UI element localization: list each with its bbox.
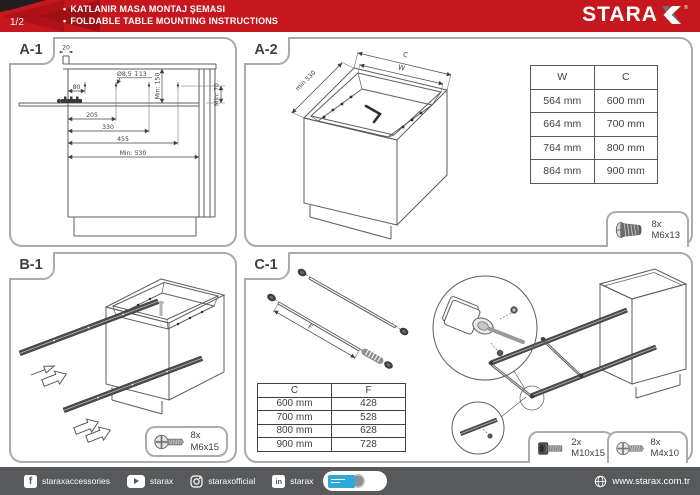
panel-b1 [9,252,237,463]
hardware-qty: 8x [651,218,662,230]
dim-outer-width: C [402,50,409,60]
width-size-table [530,65,658,184]
bullet-icon: • [63,15,67,26]
pivot-bracket-detail [57,97,82,104]
social-handle: starax [150,476,174,486]
social-linkedin [272,475,313,488]
panel-b1-label: B-1 [9,252,55,280]
social-instagram [190,475,255,488]
cross-rod [541,337,584,378]
social-handle: staraxofficial [208,476,256,486]
website-link [594,467,690,495]
dim-hole-3: 330 [102,124,114,132]
logo-text: STARA [582,3,658,26]
social-handle: starax [290,476,314,486]
table-row: 700 mm 528 [258,411,406,425]
panel-c1-label: C-1 [244,252,290,280]
threaded-connector [365,350,381,362]
euro-screw-icon [615,219,645,241]
col-header: W [531,66,595,90]
hardware-qty: 2x [571,436,582,448]
phillips-screw-icon [616,438,644,459]
hardware-qty: 8x [650,436,661,448]
a2-cabinet-drawing [248,43,528,245]
dim-top-thickness: 20 [62,44,70,52]
panel-a2 [244,37,693,247]
panel-c1 [244,252,693,463]
page-number: 1/2 [10,17,24,28]
telescopic-slide [63,356,203,413]
table-row: 664 mm 700 mm [531,113,658,137]
dim-min-height: Min: 150 [154,72,162,100]
a1-side-view-drawing [11,39,235,245]
dim-inner-width: W [397,63,406,73]
website-url: www.starax.com.tr [612,475,690,487]
telescopic-slide [530,345,657,398]
allen-key [366,106,380,122]
rod-fixing-detail [441,296,523,356]
footer-bar [0,467,700,495]
certificate-logo [328,475,355,488]
dim-hole-4: 455 [117,136,129,144]
hardware-size: M4x10 [650,448,679,459]
dim-hole-2: 205 [86,112,98,120]
rod-length-table [257,383,406,452]
hardware-size: M6x13 [651,230,680,241]
col-header: F [332,384,406,398]
col-header: C [594,66,658,90]
title-turkish: KATLANIR MASA MONTAJ ŞEMASI [70,4,226,14]
table-row: 900 mm 728 [258,438,406,452]
instagram-icon [190,475,203,488]
certification-badges [323,471,387,491]
globe-icon [594,475,607,488]
col-header: C [258,384,332,398]
social-handle: staraxaccessories [42,476,111,486]
panel-a2-label: A-2 [244,37,290,65]
dim-min-depth: Min: 530 [119,150,147,158]
table-row: 564 mm 600 mm [531,89,658,113]
mounting-screw-ghost [158,301,164,328]
hardware-callout-m6x13 [606,211,689,247]
dim-min-depth-a2: min 530 [294,69,318,93]
hardware-callout-m4x10 [607,431,688,463]
table-row: 764 mm 800 mm [531,136,658,160]
social-links [24,467,313,495]
dim-first-hole: 80 [72,84,81,91]
dim-rod-length: F [306,322,314,332]
panel-a1-label: A-1 [9,37,55,65]
phillips-screw-icon [154,431,184,453]
starax-logo [582,5,688,25]
dim-hole-spec: Ø8,5 ↧13 [117,71,147,78]
hardware-callout-m10x15 [528,431,614,463]
social-youtube [127,475,173,488]
starax-x-icon [659,5,683,25]
registered-mark: ® [683,5,688,11]
linkedin-icon: in [272,475,285,488]
social-facebook [24,475,110,488]
hardware-size: M6x15 [190,441,219,453]
facebook-icon: f [24,475,37,488]
hardware-qty: 8x [190,430,201,442]
slide-end-detail [460,418,497,439]
header-titles [63,4,278,27]
hardware-callout-m6x15 [145,426,228,457]
bullet-icon: • [63,4,67,14]
header-bar [0,0,700,32]
cross-rod [489,361,535,399]
panel-a1 [9,37,237,247]
table-row: 800 mm 628 [258,424,406,438]
mounting-holes [84,84,179,86]
socket-screw-icon [537,438,565,459]
title-english: FOLDABLE TABLE MOUNTING INSTRUCTIONS [70,15,279,26]
hardware-size: M10x15 [571,448,605,459]
insert-direction-arrows [30,363,113,446]
youtube-icon [127,475,145,488]
telescopic-slide [19,299,159,356]
table-row: 600 mm 428 [258,397,406,411]
dim-min-drop: Min: 70 [213,83,221,106]
table-row: 864 mm 900 mm [531,160,658,184]
